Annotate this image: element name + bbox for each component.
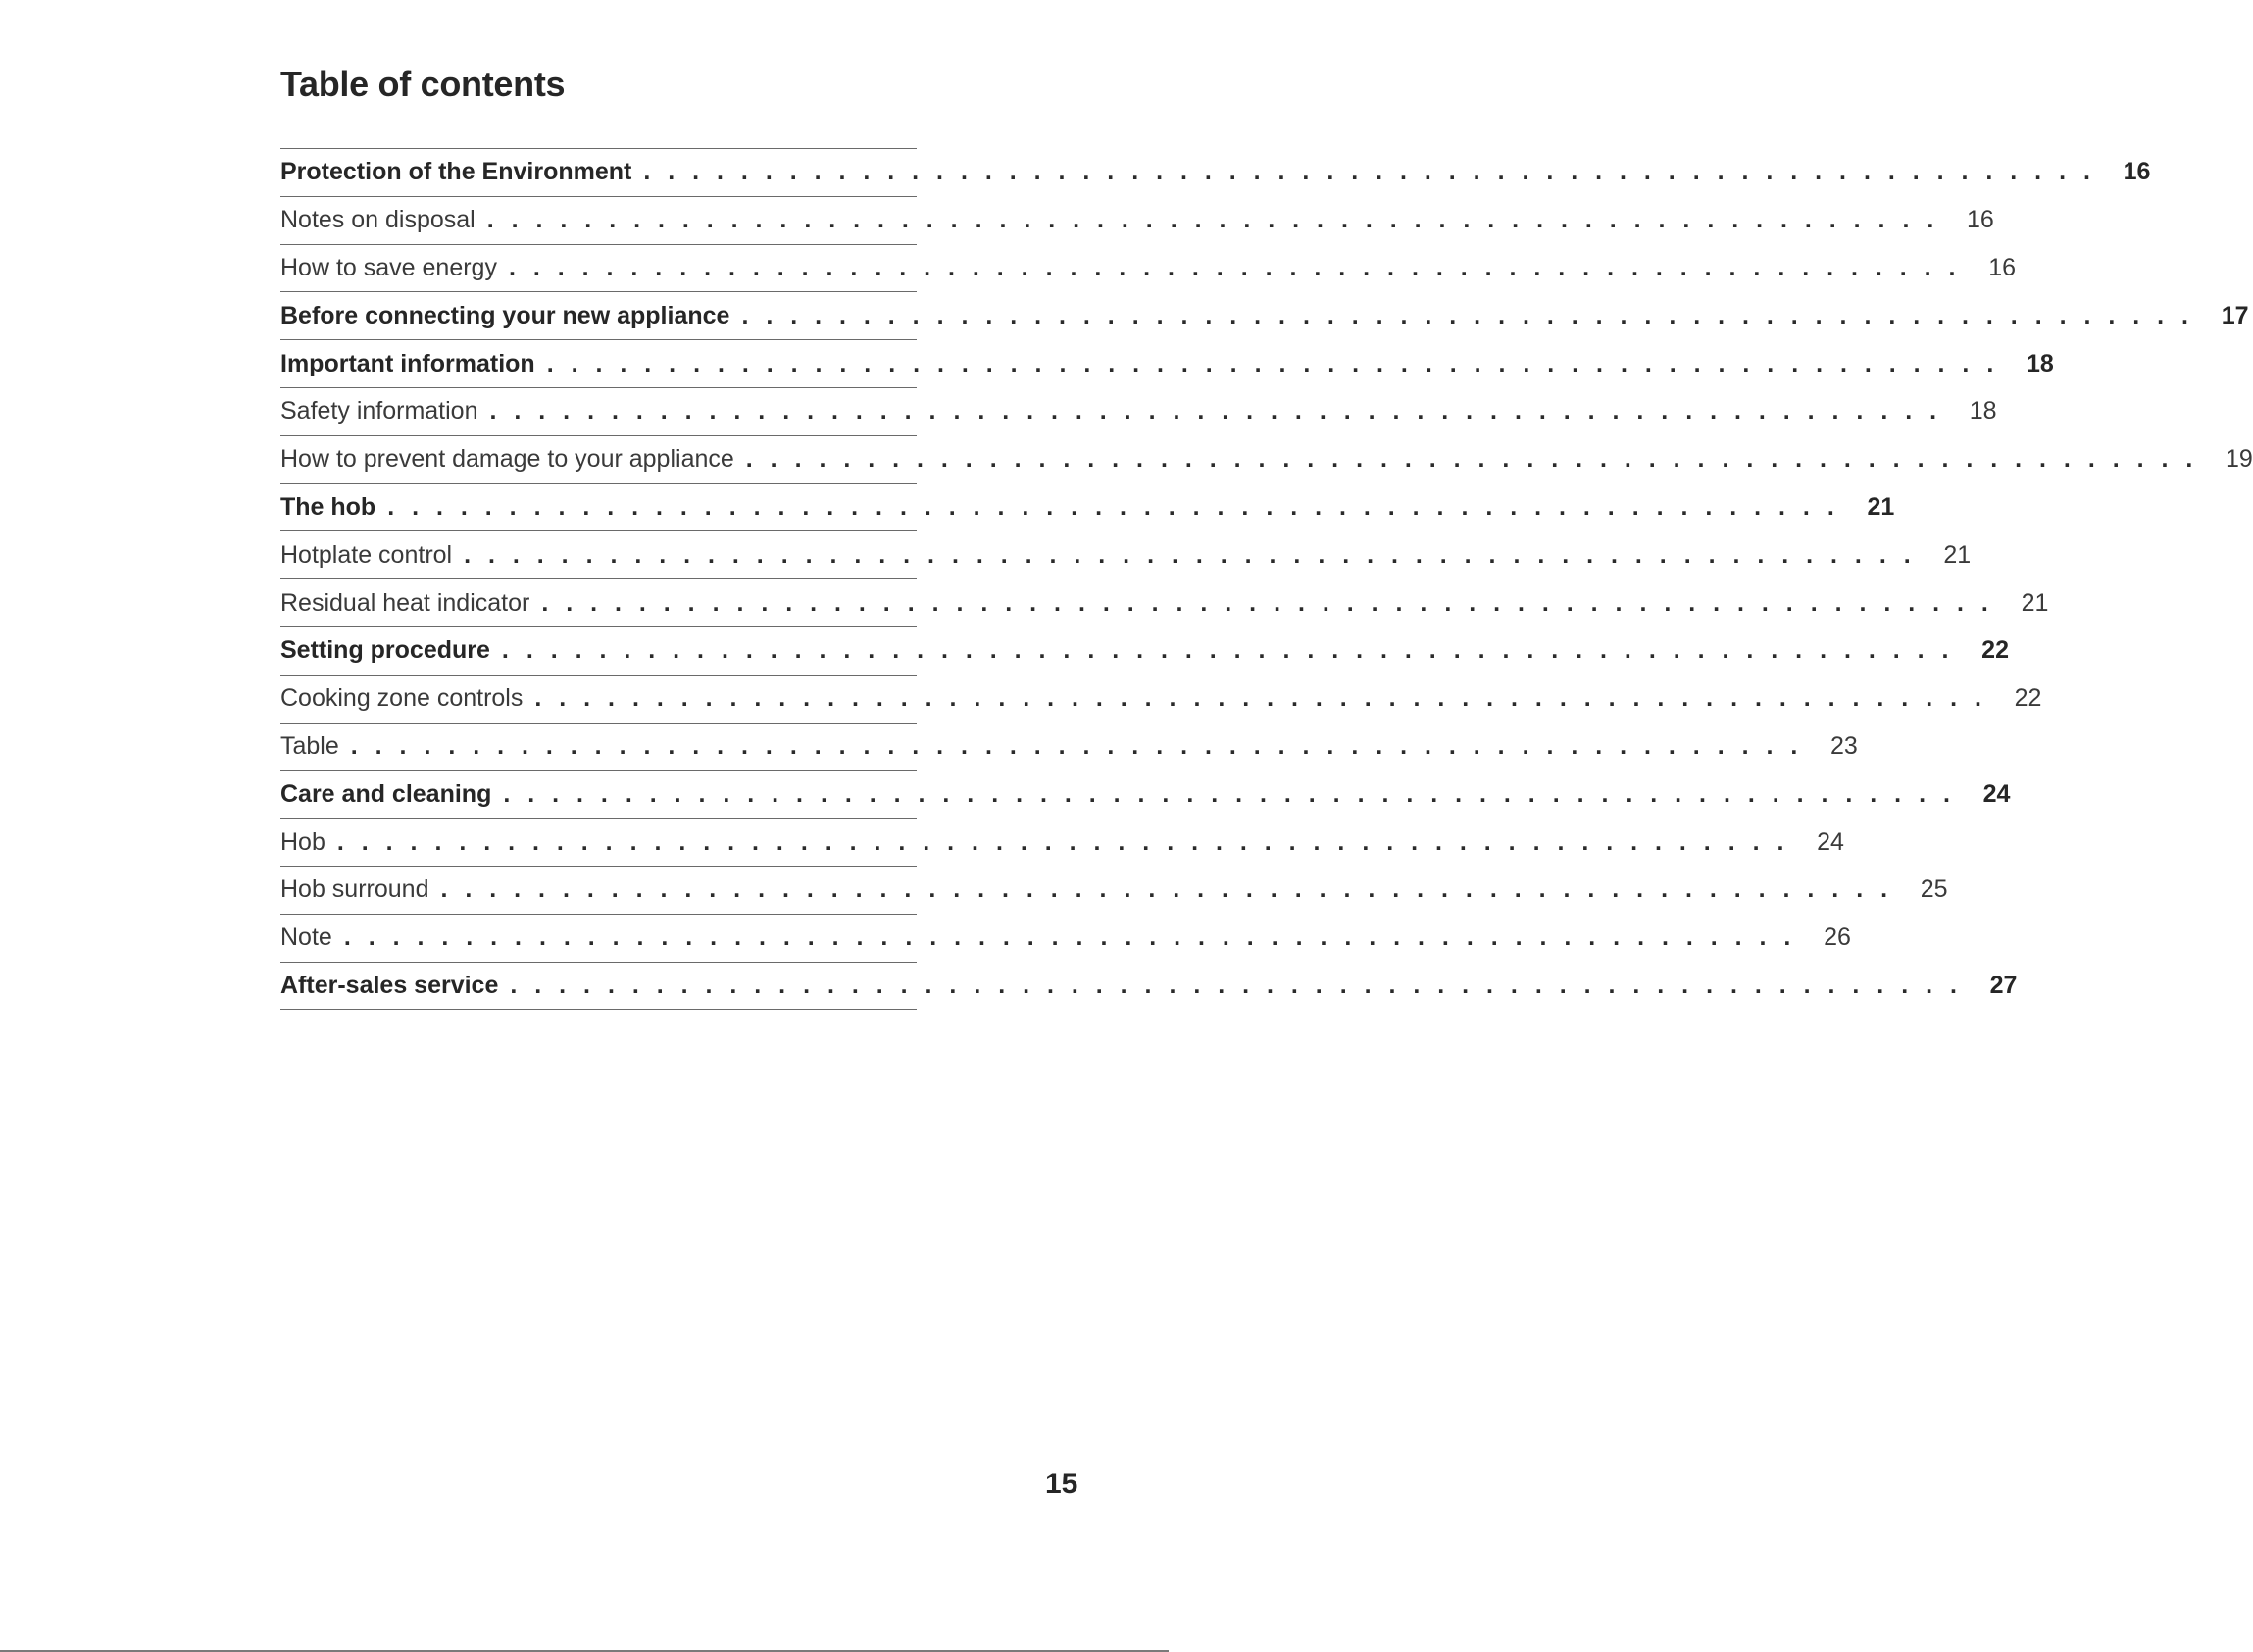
toc-entry-title: After-sales service <box>280 971 499 999</box>
table-of-contents <box>280 148 2253 1010</box>
toc-entry[interactable] <box>280 579 2049 627</box>
dot-leader: . . . . . . . . . . . . . . . . . . . . . . . . . . . . . . . . . . . . . . . . . . . . . . . . . . . . . . . . . . . . <box>510 971 1963 999</box>
toc-entry-page: 16 <box>1988 253 2017 281</box>
toc-entry-page: 18 <box>1969 397 1997 426</box>
toc-entry[interactable] <box>280 771 2011 819</box>
toc-entry[interactable] <box>280 149 2151 197</box>
toc-entry[interactable] <box>280 819 1844 867</box>
toc-entry-title: Before connecting your new appliance <box>280 301 730 329</box>
toc-entry[interactable] <box>280 484 1895 532</box>
toc-entry-title: Note <box>280 924 332 952</box>
toc-entry-title: Table <box>280 731 339 760</box>
toc-entry-page: 17 <box>2221 301 2249 329</box>
dot-leader: . . . . . . . . . . . . . . . . . . . . . . . . . . . . . . . . . . . . . . . . . . . . . . . . . . . . . . . . . . . . <box>503 779 1956 808</box>
toc-entry-page: 23 <box>1830 731 1858 760</box>
toc-entry-title: Hob surround <box>280 876 429 904</box>
page-number: 15 <box>1045 1468 1078 1500</box>
toc-entry-page: 21 <box>1867 492 1895 521</box>
toc-entry-title: Setting procedure <box>280 636 490 665</box>
toc-entry-title: Protection of the Environment <box>280 158 632 186</box>
dot-leader: . . . . . . . . . . . . . . . . . . . . . . . . . . . . . . . . . . . . . . . . . . . . . . . . . . . . . . . . . . . . <box>546 349 1999 377</box>
toc-entry-title: Care and cleaning <box>280 779 492 808</box>
dot-leader: . . . . . . . . . . . . . . . . . . . . . . . . . . . . . . . . . . . . . . . . . . . . . . . . . . . . . . . . . . . . <box>489 397 1942 426</box>
toc-entry-page: 19 <box>2226 445 2253 474</box>
dot-leader: . . . . . . . . . . . . . . . . . . . . . . . . . . . . . . . . . . . . . . . . . . . . . . . . . . . . . . . . . . . . <box>745 445 2198 474</box>
toc-entry-title: Hob <box>280 827 325 856</box>
dot-leader: . . . . . . . . . . . . . . . . . . . . . . . . . . . . . . . . . . . . . . . . . . . . . . . . . . . . . . . . . . . . <box>464 540 1917 569</box>
toc-entry-title: Cooking zone controls <box>280 684 524 713</box>
toc-entry[interactable] <box>280 245 2017 293</box>
toc-entry-page: 27 <box>1989 971 2018 999</box>
toc-entry-page: 16 <box>1966 206 1994 234</box>
toc-entry-page: 26 <box>1824 924 1851 952</box>
dot-leader: . . . . . . . . . . . . . . . . . . . . . . . . . . . . . . . . . . . . . . . . . . . . . . . . . . . . . . . . . . . . <box>387 492 1840 521</box>
toc-entry[interactable] <box>280 340 2054 388</box>
dot-leader: . . . . . . . . . . . . . . . . . . . . . . . . . . . . . . . . . . . . . . . . . . . . . . . . . . . . . . . . . . . . <box>486 206 1939 234</box>
toc-entry-title: Hotplate control <box>280 540 453 569</box>
dot-leader: . . . . . . . . . . . . . . . . . . . . . . . . . . . . . . . . . . . . . . . . . . . . . . . . . . . . . . . . . . . . <box>501 636 1954 665</box>
toc-entry-page: 21 <box>2021 588 2049 617</box>
toc-entry-page: 18 <box>2026 349 2054 377</box>
toc-entry[interactable] <box>280 388 1997 436</box>
page-title: Table of contents <box>280 64 566 104</box>
toc-entry[interactable] <box>280 676 2042 724</box>
dot-leader: . . . . . . . . . . . . . . . . . . . . . . . . . . . . . . . . . . . . . . . . . . . . . . . . . . . . . . . . . . . . <box>440 876 1893 904</box>
dot-leader: . . . . . . . . . . . . . . . . . . . . . . . . . . . . . . . . . . . . . . . . . . . . . . . . . . . . . . . . . . . . <box>336 827 1789 856</box>
toc-entry-title: Safety information <box>280 397 478 426</box>
toc-entry-title: Residual heat indicator <box>280 588 530 617</box>
dot-leader: . . . . . . . . . . . . . . . . . . . . . . . . . . . . . . . . . . . . . . . . . . . . . . . . . . . . . . . . . . . . <box>534 684 1987 713</box>
dot-leader: . . . . . . . . . . . . . . . . . . . . . . . . . . . . . . . . . . . . . . . . . . . . . . . . . . . . . . . . . . . . <box>541 588 1994 617</box>
toc-entry-title: How to save energy <box>280 253 497 281</box>
toc-entry[interactable] <box>280 436 2253 484</box>
dot-leader: . . . . . . . . . . . . . . . . . . . . . . . . . . . . . . . . . . . . . . . . . . . . . . . . . . . . . . . . . . . . <box>508 253 1962 281</box>
toc-entry[interactable] <box>280 915 1851 963</box>
toc-entry-title: Notes on disposal <box>280 206 476 234</box>
toc-entry[interactable] <box>280 867 1948 915</box>
toc-entry[interactable] <box>280 627 2009 676</box>
toc-entry[interactable] <box>280 292 2249 340</box>
toc-entry[interactable] <box>280 963 2018 1011</box>
dot-leader: . . . . . . . . . . . . . . . . . . . . . . . . . . . . . . . . . . . . . . . . . . . . . . . . . . . . . . . . . . . . <box>350 731 1803 760</box>
toc-entry-title: Important information <box>280 349 535 377</box>
dot-leader: . . . . . . . . . . . . . . . . . . . . . . . . . . . . . . . . . . . . . . . . . . . . . . . . . . . . . . . . . . . . <box>741 301 2194 329</box>
toc-entry-page: 24 <box>1982 779 2011 808</box>
toc-entry-page: 16 <box>2123 158 2151 186</box>
toc-entry-page: 25 <box>1920 876 1948 904</box>
toc-entry-title: The hob <box>280 492 376 521</box>
dot-leader: . . . . . . . . . . . . . . . . . . . . . . . . . . . . . . . . . . . . . . . . . . . . . . . . . . . . . . . . . . . . <box>343 924 1796 952</box>
dot-leader: . . . . . . . . . . . . . . . . . . . . . . . . . . . . . . . . . . . . . . . . . . . . . . . . . . . . . . . . . . . . <box>643 158 2096 186</box>
toc-entry-page: 22 <box>1981 636 2009 665</box>
toc-entry-page: 21 <box>1943 540 1972 569</box>
toc-entry[interactable] <box>280 531 1972 579</box>
toc-entry-title: How to prevent damage to your appliance <box>280 445 734 474</box>
toc-entry-page: 22 <box>2014 684 2042 713</box>
toc-entry-page: 24 <box>1817 827 1844 856</box>
toc-entry[interactable] <box>280 724 1858 772</box>
toc-entry[interactable] <box>280 197 1994 245</box>
